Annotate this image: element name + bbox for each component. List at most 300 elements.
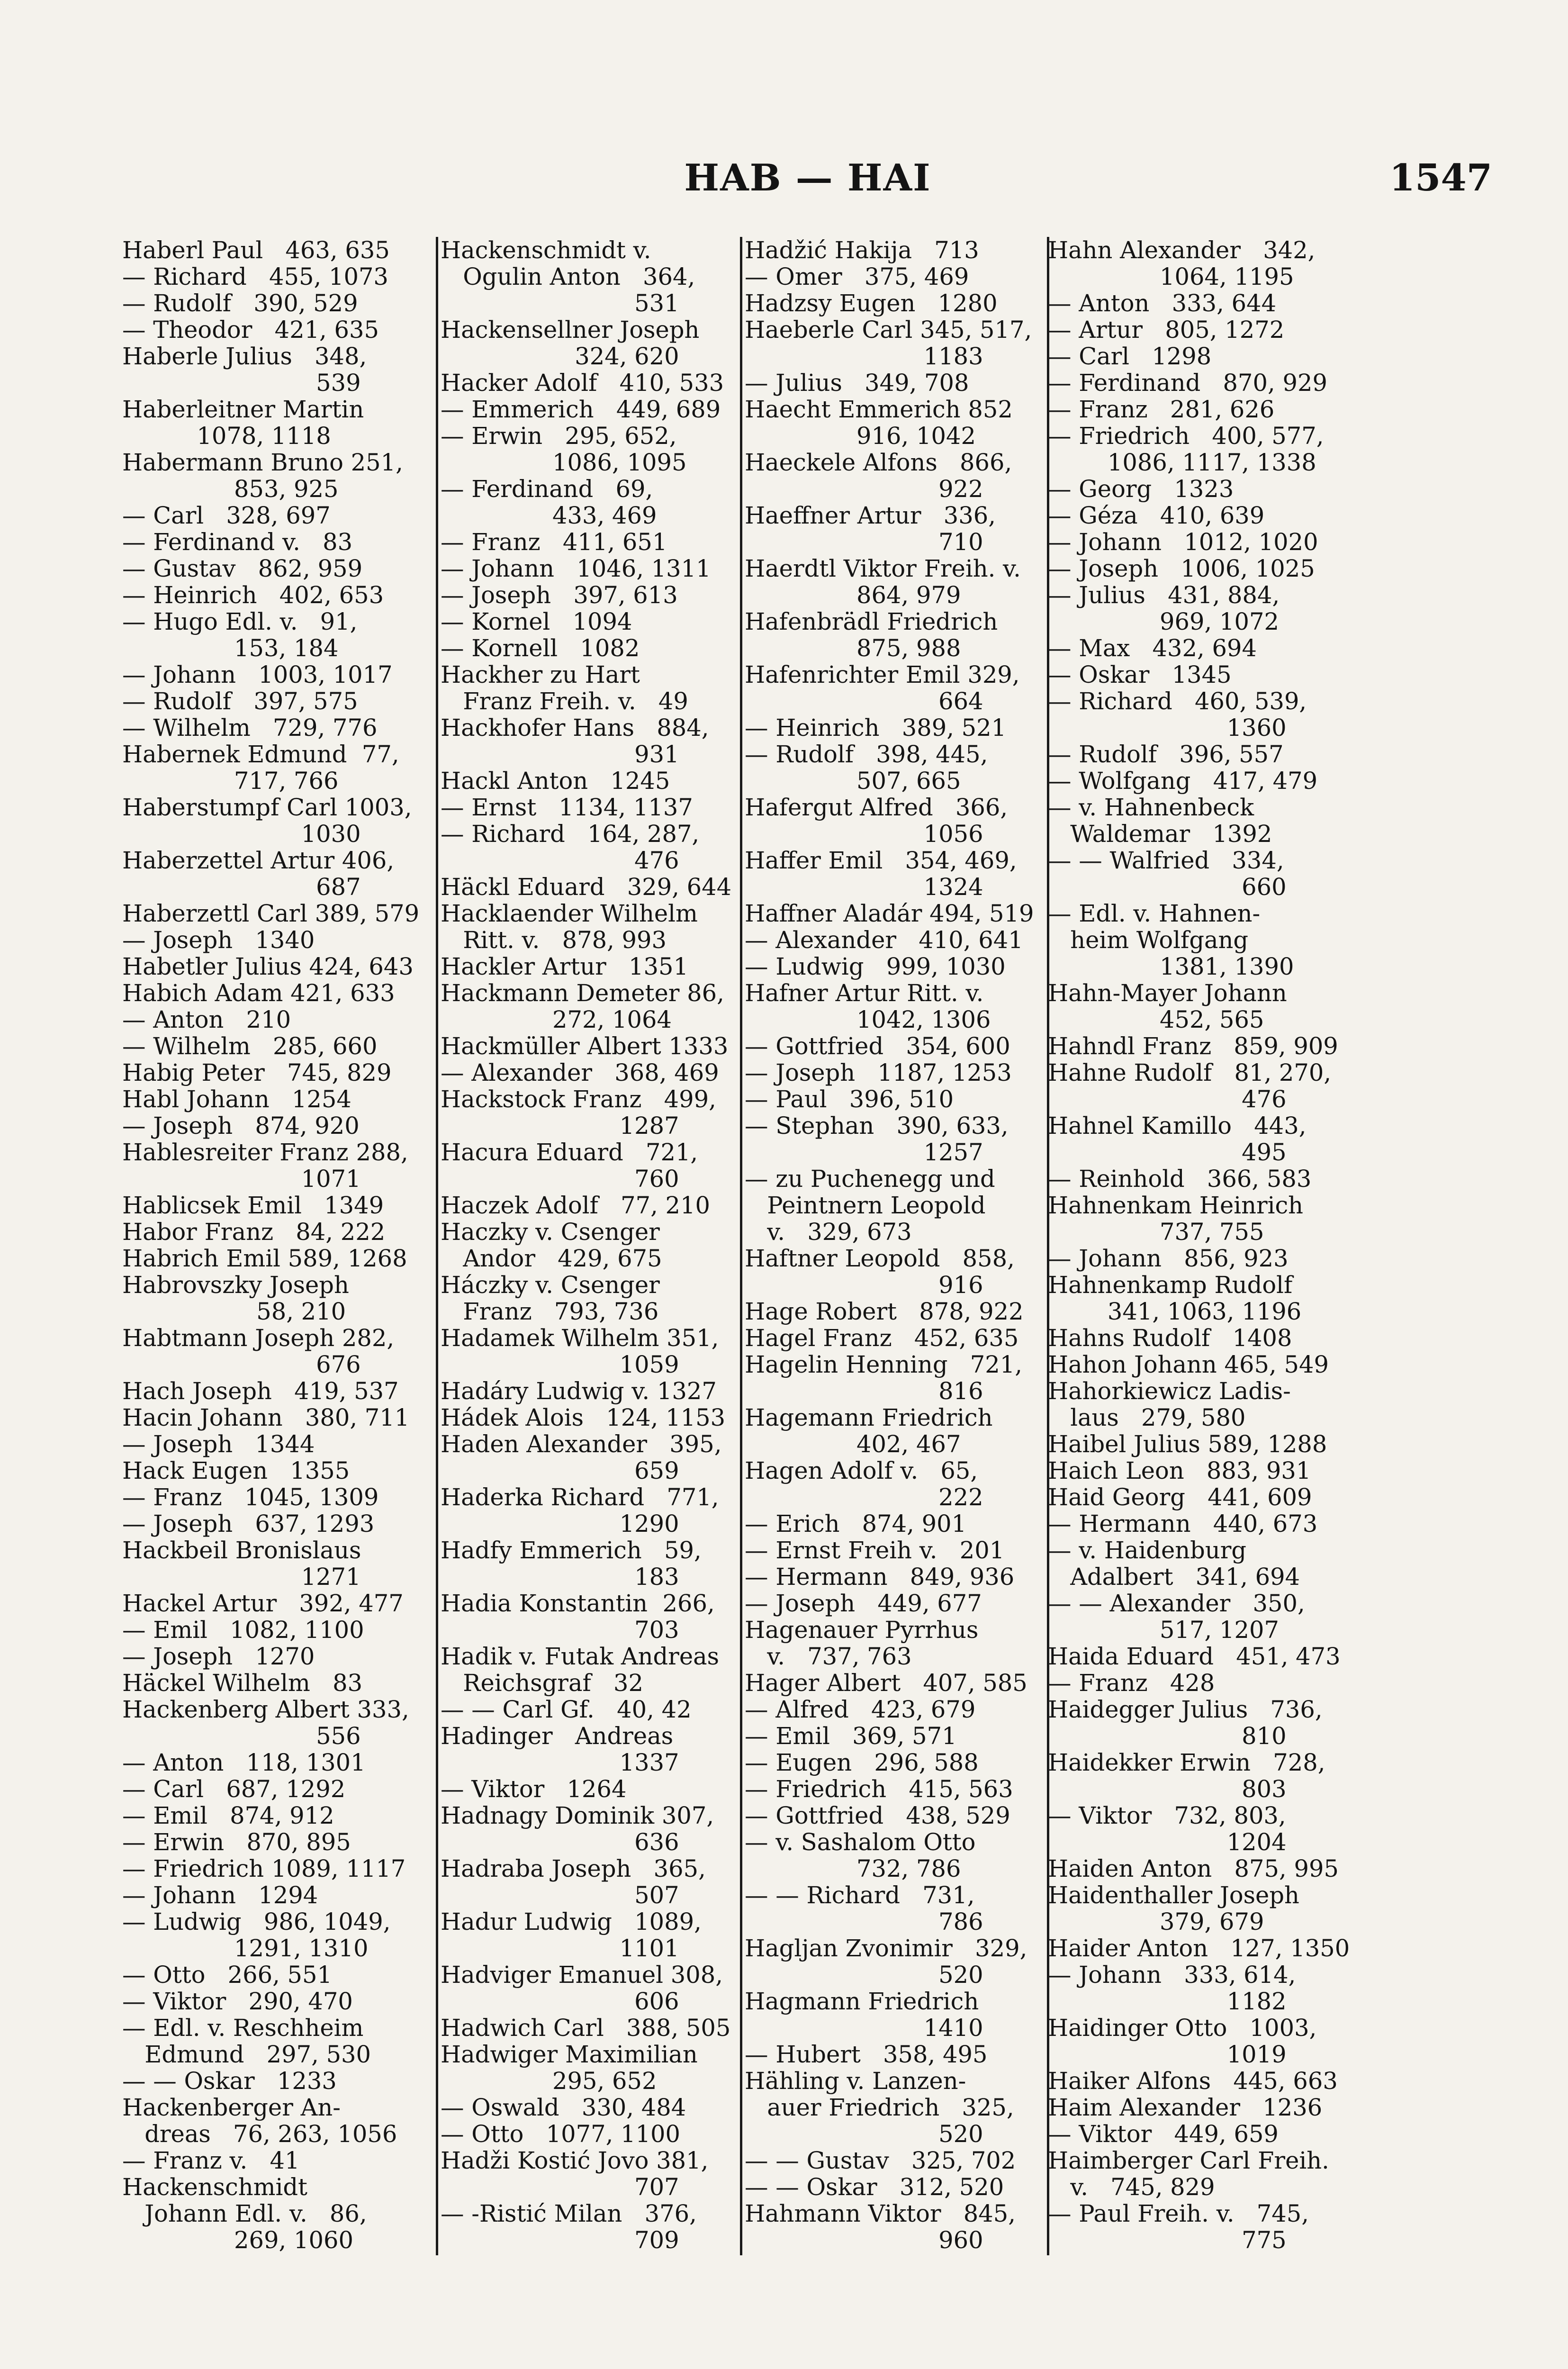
index-entry-line: — Max 432, 694 <box>1048 634 1257 662</box>
index-entry-line: — Rudolf 397, 575 <box>122 687 358 715</box>
index-entry-line: 931 <box>441 741 679 768</box>
index-entry-line: — Artur 805, 1272 <box>1048 316 1285 344</box>
index-entry-line: — -Ristić Milan 376, <box>441 2200 697 2227</box>
index-entry-line: Hadik v. Futak Andreas <box>441 1643 720 1670</box>
index-entry-line: — — Oskar 312, 520 <box>745 2173 1004 2201</box>
index-entry-line: Haeffner Artur 336, <box>745 502 996 529</box>
index-entry-line: 969, 1072 <box>1048 608 1279 635</box>
index-entry-line: Hahnel Kamillo 443, <box>1048 1112 1307 1139</box>
index-entry-line: Hahn Alexander 342, <box>1048 237 1316 264</box>
index-entry-line: Hadnagy Dominik 307, <box>441 1802 714 1829</box>
index-entry-line: — Franz v. 41 <box>122 2147 300 2174</box>
index-entry-line: Haczky v. Csenger <box>441 1218 660 1246</box>
index-entry-line: Haftner Leopold 858, <box>745 1245 1015 1272</box>
index-entry-line: — v. Sashalom Otto <box>745 1828 976 1856</box>
index-entry-line: 520 <box>745 1961 983 1989</box>
index-entry-line: — Johann 1012, 1020 <box>1048 528 1318 556</box>
index-entry-line: — Otto 1077, 1100 <box>441 2120 681 2148</box>
index-entry-line: Habtmann Joseph 282, <box>122 1324 395 1352</box>
index-entry-line: Peintnern Leopold <box>745 1192 986 1219</box>
index-entry-line: Habrovszky Joseph <box>122 1271 349 1299</box>
index-entry-line: Hackenschmidt <box>122 2173 307 2201</box>
index-entry-line: — Ferdinand 870, 929 <box>1048 369 1327 397</box>
index-entry-line: — Ernst 1134, 1137 <box>441 794 693 821</box>
index-entry-line: 775 <box>1048 2226 1287 2254</box>
index-entry-line: — Joseph 637, 1293 <box>122 1510 375 1537</box>
index-entry-line: Hackler Artur 1351 <box>441 953 688 980</box>
index-entry-line: 1290 <box>441 1510 679 1537</box>
index-entry-line: Hacker Adolf 410, 533 <box>441 369 724 397</box>
index-entry-line: Hablicsek Emil 1349 <box>122 1192 384 1219</box>
index-entry-line: — Theodor 421, 635 <box>122 316 379 344</box>
index-entry-line: — Johann 1046, 1311 <box>441 555 711 582</box>
index-entry-line: — Franz 1045, 1309 <box>122 1483 379 1511</box>
index-entry-line: 1257 <box>745 1139 983 1166</box>
index-entry-line: 1410 <box>745 2014 983 2042</box>
index-entry-line: — Joseph 1344 <box>122 1430 315 1458</box>
index-entry-line: Hackbeil Bronislaus <box>122 1537 361 1564</box>
index-entry-line: Hádek Alois 124, 1153 <box>441 1404 726 1431</box>
index-entry-line: 707 <box>441 2173 679 2201</box>
index-entry-line: — Rudolf 390, 529 <box>122 289 358 317</box>
index-entry-line: Hahorkiewicz Ladis- <box>1048 1377 1291 1405</box>
index-entry-line: 636 <box>441 1828 679 1856</box>
index-entry-line: 786 <box>745 1908 983 1935</box>
index-entry-line: — Wilhelm 729, 776 <box>122 714 378 741</box>
index-entry-line: Hahon Johann 465, 549 <box>1048 1351 1329 1378</box>
index-entry-line: 709 <box>441 2226 679 2254</box>
index-entry-line: 676 <box>122 1351 361 1378</box>
index-entry-line: 539 <box>122 369 361 397</box>
index-entry-line: Hadžić Hakija 713 <box>745 237 979 264</box>
index-entry-line: 710 <box>745 528 983 556</box>
index-entry-line: — zu Puchenegg und <box>745 1165 995 1193</box>
index-entry-line: Haberle Julius 348, <box>122 343 367 370</box>
index-entry-line: — Heinrich 402, 653 <box>122 581 384 609</box>
index-entry-line: Haidinger Otto 1003, <box>1048 2014 1317 2042</box>
index-entry-line: 452, 565 <box>1048 1006 1264 1033</box>
index-entry-line: — — Carl Gf. 40, 42 <box>441 1696 692 1723</box>
index-entry-line: — Alexander 368, 469 <box>441 1059 719 1086</box>
index-entry-line: — Richard 455, 1073 <box>122 263 388 290</box>
index-entry-line: Hafenbrädl Friedrich <box>745 608 998 635</box>
index-entry-line: 495 <box>1048 1139 1287 1166</box>
index-entry-line: Hackmann Demeter 86, <box>441 979 724 1007</box>
index-entry-line: auer Friedrich 325, <box>745 2094 1014 2121</box>
index-entry-line: — Viktor 732, 803, <box>1048 1802 1286 1829</box>
index-entry-line: — Viktor 449, 659 <box>1048 2120 1279 2148</box>
index-entry-line: Hack Eugen 1355 <box>122 1457 350 1484</box>
index-entry-line: Haibel Julius 589, 1288 <box>1048 1430 1327 1458</box>
index-entry-line: — Wilhelm 285, 660 <box>122 1032 378 1060</box>
index-entry-line: 1019 <box>1048 2041 1287 2068</box>
index-entry-line: 606 <box>441 1988 679 2015</box>
index-entry-line: Haidekker Erwin 728, <box>1048 1749 1325 1776</box>
index-entry-line: — Hugo Edl. v. 91, <box>122 608 358 635</box>
index-entry-line: 1056 <box>745 820 983 848</box>
index-entry-line: Hackmüller Albert 1333 <box>441 1032 729 1060</box>
index-entry-line: Haffner Aladár 494, 519 <box>745 900 1034 927</box>
index-entry-line: 1059 <box>441 1351 679 1378</box>
index-entry-line: — Paul 396, 510 <box>745 1085 954 1113</box>
index-entry-line: Hackensellner Joseph <box>441 316 700 344</box>
index-entry-line: — Oskar 1345 <box>1048 661 1232 688</box>
index-entry-line: Hadwich Carl 388, 505 <box>441 2014 731 2042</box>
index-entry-line: — Géza 410, 639 <box>1048 502 1265 529</box>
index-entry-line: Franz 793, 736 <box>441 1298 659 1325</box>
index-entry-line: 803 <box>1048 1775 1287 1803</box>
index-entry-line: 476 <box>1048 1085 1287 1113</box>
column-1 <box>122 237 422 2255</box>
index-entry-line: — — Richard 731, <box>745 1881 975 1909</box>
index-entry-line: Haberleitner Martin <box>122 396 364 423</box>
index-entry-line: Haich Leon 883, 931 <box>1048 1457 1311 1484</box>
index-entry-line: 1078, 1118 <box>122 422 331 450</box>
index-entry-line: Hackenberger An- <box>122 2094 341 2121</box>
index-entry-line: Hagelin Henning 721, <box>745 1351 1022 1378</box>
index-entry-line: — Ludwig 986, 1049, <box>122 1908 391 1935</box>
index-entry-line: Habig Peter 745, 829 <box>122 1059 392 1086</box>
index-entry-line: 1204 <box>1048 1828 1287 1856</box>
index-entry-line: — Richard 164, 287, <box>441 820 700 848</box>
index-entry-line: Hadamek Wilhelm 351, <box>441 1324 719 1352</box>
index-entry-line: laus 279, 580 <box>1048 1404 1246 1431</box>
index-entry-line: 810 <box>1048 1722 1287 1750</box>
index-entry-line: — Emil 874, 912 <box>122 1802 334 1829</box>
index-entry-line: — Franz 281, 626 <box>1048 396 1275 423</box>
index-entry-line: 507 <box>441 1881 679 1909</box>
index-entry-line: Hagmann Friedrich <box>745 1988 979 2015</box>
column-3 <box>745 237 1048 2255</box>
index-entry-line: Hähling v. Lanzen- <box>745 2067 966 2095</box>
index-entry-line: 660 <box>1048 873 1287 901</box>
index-entry-line: Hackl Anton 1245 <box>441 767 670 795</box>
index-entry-line: 1183 <box>745 343 983 370</box>
index-entry-line: — Erwin 295, 652, <box>441 422 677 450</box>
index-entry-line: 324, 620 <box>441 343 679 370</box>
index-entry-line: 1287 <box>441 1112 679 1139</box>
index-entry-line: Hacura Eduard 721, <box>441 1139 698 1166</box>
index-entry-line: — Gustav 862, 959 <box>122 555 363 582</box>
index-entry-line: Haczek Adolf 77, 210 <box>441 1192 711 1219</box>
index-entry-line: — Erich 874, 901 <box>745 1510 967 1537</box>
index-entry-line: 922 <box>745 475 983 503</box>
index-entry-line: Hablesreiter Franz 288, <box>122 1139 408 1166</box>
index-entry-line: Hackstock Franz 499, <box>441 1085 716 1113</box>
index-entry-line: v. 329, 673 <box>745 1218 912 1246</box>
index-entry-line: Hagen Adolf v. 65, <box>745 1457 978 1484</box>
index-entry-line: Ogulin Anton 364, <box>441 263 695 290</box>
index-entry-line: 1086, 1117, 1338 <box>1048 449 1316 476</box>
index-entry-line: 520 <box>745 2120 983 2148</box>
index-entry-line: 517, 1207 <box>1048 1616 1279 1644</box>
index-entry-line: 1101 <box>441 1935 679 1962</box>
index-entry-line: — Otto 266, 551 <box>122 1961 333 1989</box>
index-entry-line: Hackher zu Hart <box>441 661 640 688</box>
index-entry-line: Hadwiger Maximilian <box>441 2041 698 2068</box>
index-entry-line: heim Wolfgang <box>1048 926 1249 954</box>
index-entry-line: Habernek Edmund 77, <box>122 741 399 768</box>
index-entry-line: — — Walfried 334, <box>1048 847 1284 874</box>
index-entry-line: — Friedrich 415, 563 <box>745 1775 1013 1803</box>
index-entry-line: Hackenschmidt v. <box>441 237 651 264</box>
index-entry-line: — Gottfried 354, 600 <box>745 1032 1010 1060</box>
index-entry-line: — Emmerich 449, 689 <box>441 396 721 423</box>
index-entry-line: Hafner Artur Ritt. v. <box>745 979 984 1007</box>
index-entry-line: Haiker Alfons 445, 663 <box>1048 2067 1338 2095</box>
index-entry-line: — Joseph 449, 677 <box>745 1590 982 1617</box>
index-entry-line: — Julius 349, 708 <box>745 369 969 397</box>
index-entry-line: 916, 1042 <box>745 422 976 450</box>
index-entry-line: Habrich Emil 589, 1268 <box>122 1245 407 1272</box>
index-entry-line: Andor 429, 675 <box>441 1245 662 1272</box>
column-2 <box>441 237 744 2255</box>
index-entry-line: 341, 1063, 1196 <box>1048 1298 1302 1325</box>
index-entry-line: Hahnenkamp Rudolf <box>1048 1271 1293 1299</box>
index-entry-line: — Heinrich 389, 521 <box>745 714 1007 741</box>
index-entry-line: Hadži Kostić Jovo 381, <box>441 2147 709 2174</box>
index-entry-line: — Ferdinand 69, <box>441 475 653 503</box>
index-entry-line: v. 745, 829 <box>1048 2173 1215 2201</box>
index-entry-line: — Joseph 1006, 1025 <box>1048 555 1315 582</box>
index-entry-line: 1030 <box>122 820 361 848</box>
index-entry-line: — Hubert 358, 495 <box>745 2041 988 2068</box>
index-entry-line: — Alfred 423, 679 <box>745 1696 976 1723</box>
index-entry-line: Hadur Ludwig 1089, <box>441 1908 702 1935</box>
index-entry-line: — Anton 333, 644 <box>1048 289 1277 317</box>
index-entry-line: 507, 665 <box>745 767 961 795</box>
index-entry-line: 556 <box>122 1722 361 1750</box>
index-entry-line: 1064, 1195 <box>1048 263 1294 290</box>
index-entry-line: — Franz 428 <box>1048 1669 1215 1697</box>
index-entry-line: Habl Johann 1254 <box>122 1085 351 1113</box>
index-entry-line: 687 <box>122 873 361 901</box>
index-entry-line: Hadviger Emanuel 308, <box>441 1961 723 1989</box>
index-entry-line: Häckl Eduard 329, 644 <box>441 873 732 901</box>
index-entry-line: — Eugen 296, 588 <box>745 1749 979 1776</box>
index-entry-line: Hadinger Andreas <box>441 1722 674 1750</box>
index-entry-line: Haeckele Alfons 866, <box>745 449 1012 476</box>
index-entry-line: Haberstumpf Carl 1003, <box>122 794 412 821</box>
index-entry-line: 58, 210 <box>122 1298 346 1325</box>
index-entry-line: — Johann 1294 <box>122 1881 318 1909</box>
index-entry-line: Häckel Wilhelm 83 <box>122 1669 363 1697</box>
index-entry-line: 1042, 1306 <box>745 1006 991 1033</box>
index-entry-line: Hadfy Emmerich 59, <box>441 1537 702 1564</box>
index-entry-line: Hahnenkam Heinrich <box>1048 1192 1304 1219</box>
index-entry-line: — Hermann 849, 936 <box>745 1563 1015 1591</box>
index-entry-line: 402, 467 <box>745 1430 961 1458</box>
index-entry-line: — Johann 1003, 1017 <box>122 661 393 688</box>
index-entry-line: Hacklaender Wilhelm <box>441 900 698 927</box>
index-entry-line: Habetler Julius 424, 643 <box>122 953 414 980</box>
index-entry-line: 295, 652 <box>441 2067 657 2095</box>
index-entry-line: Hadia Konstantin 266, <box>441 1590 715 1617</box>
index-entry-line: Hafenrichter Emil 329, <box>745 661 1020 688</box>
index-entry-line: — Carl 1298 <box>1048 343 1212 370</box>
index-entry-line: Reichsgraf 32 <box>441 1669 643 1697</box>
index-entry-line: Ritt. v. 878, 993 <box>441 926 667 954</box>
index-entry-line: 864, 979 <box>745 581 961 609</box>
index-entry-line: — Oswald 330, 484 <box>441 2094 686 2121</box>
index-entry-line: Hagenauer Pyrrhus <box>745 1616 979 1644</box>
index-entry-line: — Rudolf 396, 557 <box>1048 741 1284 768</box>
index-entry-line: Habor Franz 84, 222 <box>122 1218 386 1246</box>
index-entry-line: Hahn-Mayer Johann <box>1048 979 1287 1007</box>
index-entry-line: Haberzettel Artur 406, <box>122 847 395 874</box>
index-entry-line: Hackhofer Hans 884, <box>441 714 709 741</box>
index-entry-line: Haider Anton 127, 1350 <box>1048 1935 1350 1962</box>
index-entry-line: Hager Albert 407, 585 <box>745 1669 1027 1697</box>
index-entry-line: — Friedrich 400, 577, <box>1048 422 1324 450</box>
index-entry-line: — Alexander 410, 641 <box>745 926 1023 954</box>
index-entry-line: 703 <box>441 1616 679 1644</box>
index-entry-line: — Julius 431, 884, <box>1048 581 1280 609</box>
index-entry-line: — Ludwig 999, 1030 <box>745 953 1006 980</box>
index-entry-line: Haberl Paul 463, 635 <box>122 237 390 264</box>
index-entry-line: — Hermann 440, 673 <box>1048 1510 1318 1537</box>
index-entry-line: Hackel Artur 392, 477 <box>122 1590 404 1617</box>
index-entry-line: — Carl 328, 697 <box>122 502 331 529</box>
index-entry-line: 1271 <box>122 1563 361 1591</box>
index-entry-line: 222 <box>745 1483 983 1511</box>
index-entry-line: 531 <box>441 289 679 317</box>
index-entry-line: 737, 755 <box>1048 1218 1264 1246</box>
index-entry-line: 269, 1060 <box>122 2226 353 2254</box>
index-entry-line: Háczky v. Csenger <box>441 1271 660 1299</box>
index-entry-line: Haida Eduard 451, 473 <box>1048 1643 1341 1670</box>
page-header <box>123 156 1492 213</box>
index-entry-line: — Johann 333, 614, <box>1048 1961 1296 1989</box>
index-entry-line: Edmund 297, 530 <box>122 2041 371 2068</box>
index-entry-line: — Erwin 870, 895 <box>122 1828 351 1856</box>
index-entry-line: 875, 988 <box>745 634 961 662</box>
index-entry-line: Hadáry Ludwig v. 1327 <box>441 1377 717 1405</box>
index-entry-line: — Ferdinand v. 83 <box>122 528 353 556</box>
index-entry-line: 433, 469 <box>441 502 657 529</box>
index-entry-line: Haidenthaller Joseph <box>1048 1881 1299 1909</box>
index-entry-line: Hagljan Zvonimir 329, <box>745 1935 1027 1962</box>
index-entry-line: Adalbert 341, 694 <box>1048 1563 1300 1591</box>
index-entry-line: — Emil 1082, 1100 <box>122 1616 364 1644</box>
index-entry-line: — Reinhold 366, 583 <box>1048 1165 1312 1193</box>
index-entry-line: — Joseph 1340 <box>122 926 315 954</box>
index-entry-line: — Emil 369, 571 <box>745 1722 957 1750</box>
index-entry-line: Johann Edl. v. 86, <box>122 2200 367 2227</box>
index-entry-line: Franz Freih. v. 49 <box>441 687 688 715</box>
index-entry-line: — Stephan 390, 633, <box>745 1112 1009 1139</box>
index-entry-line: — Gottfried 438, 529 <box>745 1802 1010 1829</box>
index-entry-line: 664 <box>745 687 983 715</box>
index-entry-line: Haidegger Julius 736, <box>1048 1696 1323 1723</box>
index-entry-line: Hadraba Joseph 365, <box>441 1855 706 1882</box>
index-entry-line: 853, 925 <box>122 475 339 503</box>
index-entry-line: Haderka Richard 771, <box>441 1483 719 1511</box>
index-entry-line: 960 <box>745 2226 983 2254</box>
index-entry-line: Haiden Anton 875, 995 <box>1048 1855 1339 1882</box>
index-entry-line: Hahmann Viktor 845, <box>745 2200 1016 2227</box>
index-entry-line: 272, 1064 <box>441 1006 672 1033</box>
index-entry-line: — Carl 687, 1292 <box>122 1775 346 1803</box>
index-entry-line: 816 <box>745 1377 983 1405</box>
index-entry-line: Haid Georg 441, 609 <box>1048 1483 1312 1511</box>
index-entry-line: Hage Robert 878, 922 <box>745 1298 1024 1325</box>
index-entry-line: — Viktor 290, 470 <box>122 1988 353 2015</box>
index-entry-line: Hahne Rudolf 81, 270, <box>1048 1059 1332 1086</box>
column-divider <box>436 237 438 2255</box>
index-entry-line: Haberzettl Carl 389, 579 <box>122 900 420 927</box>
index-entry-line: — — Oskar 1233 <box>122 2067 337 2095</box>
index-entry-line: Hafergut Alfred 366, <box>745 794 1008 821</box>
index-entry-line: 717, 766 <box>122 767 339 795</box>
index-entry-line: Haeberle Carl 345, 517, <box>745 316 1032 344</box>
index-entry-line: v. 737, 763 <box>745 1643 912 1670</box>
index-entry-line: 1086, 1095 <box>441 449 687 476</box>
index-entry-line: 760 <box>441 1165 679 1193</box>
index-entry-line: — Edl. v. Hahnen- <box>1048 900 1261 927</box>
index-entry-line: 1381, 1390 <box>1048 953 1294 980</box>
index-entry-line: Waldemar 1392 <box>1048 820 1272 848</box>
index-entry-line: 916 <box>745 1271 983 1299</box>
index-entry-line: Hacin Johann 380, 711 <box>122 1404 410 1431</box>
index-entry-line: 1360 <box>1048 714 1287 741</box>
index-entry-line: 183 <box>441 1563 679 1591</box>
index-entry-line: 1291, 1310 <box>122 1935 369 1962</box>
index-entry-line: Hahns Rudolf 1408 <box>1048 1324 1292 1352</box>
index-entry-line: — Georg 1323 <box>1048 475 1234 503</box>
index-entry-line: 659 <box>441 1457 679 1484</box>
index-entry-line: Haecht Emmerich 852 <box>745 396 1013 423</box>
index-entry-line: Hadzsy Eugen 1280 <box>745 289 998 317</box>
index-entry-line: Hagel Franz 452, 635 <box>745 1324 1019 1352</box>
index-entry-line: Haim Alexander 1236 <box>1048 2094 1323 2121</box>
index-entry-line: 476 <box>441 847 679 874</box>
index-entry-line: — Paul Freih. v. 745, <box>1048 2200 1309 2227</box>
index-entry-line: — Franz 411, 651 <box>441 528 667 556</box>
index-entry-line: 1337 <box>441 1749 679 1776</box>
index-entry-line: Hagemann Friedrich <box>745 1404 993 1431</box>
index-entry-line: Hackenberg Albert 333, <box>122 1696 409 1723</box>
index-entry-line: — Joseph 1270 <box>122 1643 315 1670</box>
index-entry-line: Habermann Bruno 251, <box>122 449 403 476</box>
index-entry-line: 1071 <box>122 1165 361 1193</box>
index-entry-line: 153, 184 <box>122 634 339 662</box>
page-number: 1547 <box>1389 156 1492 199</box>
index-entry-line: 1324 <box>745 873 983 901</box>
index-entry-line: — Joseph 1187, 1253 <box>745 1059 1012 1086</box>
index-entry-line: — Kornell 1082 <box>441 634 640 662</box>
index-entry-line: 379, 679 <box>1048 1908 1264 1935</box>
index-entry-line: — Richard 460, 539, <box>1048 687 1307 715</box>
index-entry-line: Haden Alexander 395, <box>441 1430 722 1458</box>
index-entry-line: — v. Haidenburg <box>1048 1537 1247 1564</box>
index-entry-line: — Omer 375, 469 <box>745 263 969 290</box>
index-entry-line: — v. Hahnenbeck <box>1048 794 1254 821</box>
index-entry-line: Haffer Emil 354, 469, <box>745 847 1017 874</box>
index-entry-line: Hach Joseph 419, 537 <box>122 1377 399 1405</box>
index-entry-line: Haerdtl Viktor Freih. v. <box>745 555 1021 582</box>
index-entry-line: — Kornel 1094 <box>441 608 632 635</box>
index-entry-line: — Joseph 874, 920 <box>122 1112 360 1139</box>
index-entry-line: 732, 786 <box>745 1855 961 1882</box>
index-entry-line: — — Gustav 325, 702 <box>745 2147 1016 2174</box>
index-entry-line: — Edl. v. Reschheim <box>122 2014 364 2042</box>
column-4 <box>1048 237 1361 2255</box>
index-entry-line: Habich Adam 421, 633 <box>122 979 395 1007</box>
page-title: HAB — HAI <box>684 156 931 199</box>
index-entry-line: — Friedrich 1089, 1117 <box>122 1855 406 1882</box>
index-entry-line: — Anton 118, 1301 <box>122 1749 366 1776</box>
